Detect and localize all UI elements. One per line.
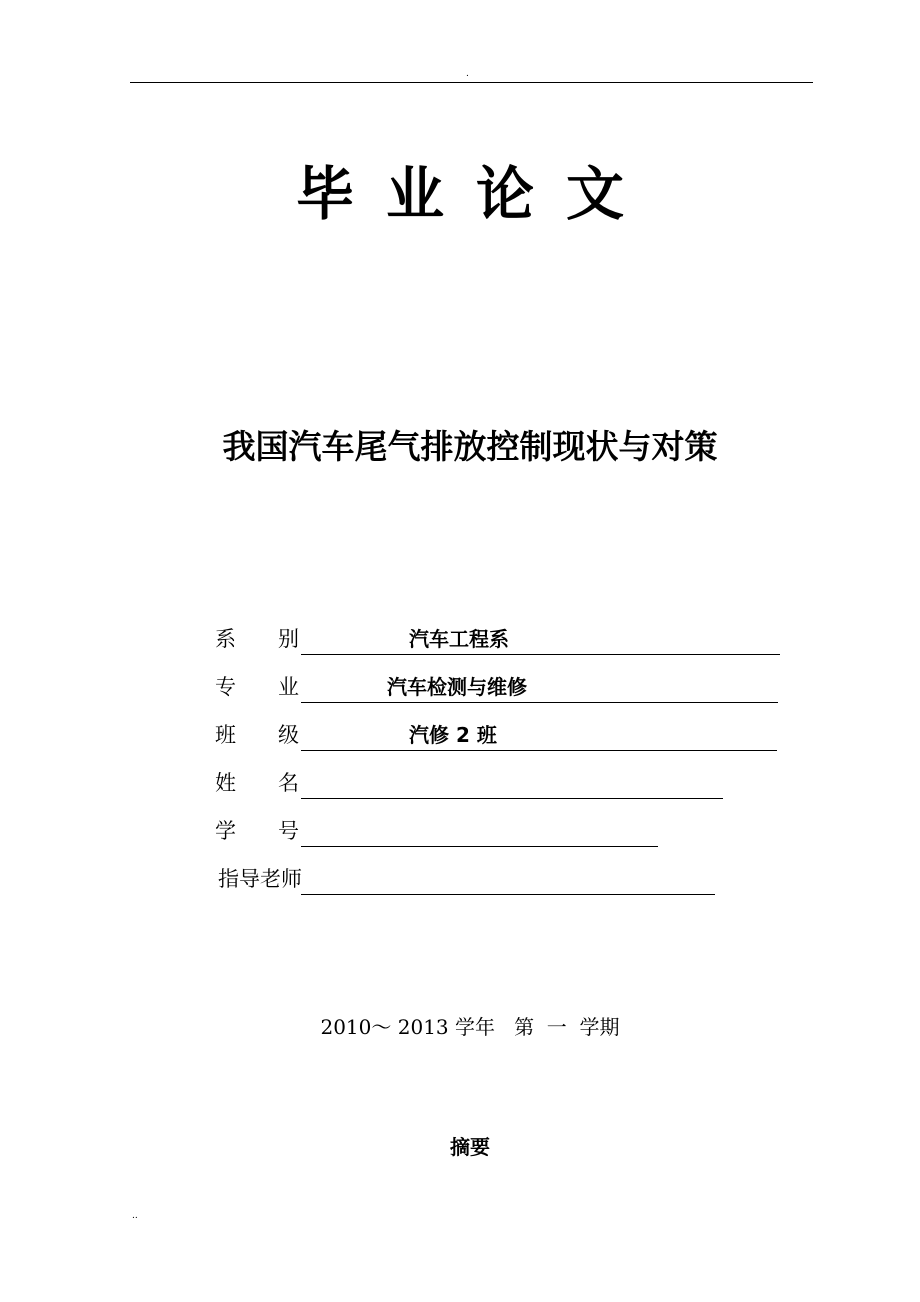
thesis-topic: 我国汽车尾气排放控制现状与对策	[222, 427, 718, 466]
advisor-underline	[301, 864, 715, 895]
info-row-advisor	[215, 865, 720, 895]
abstract-heading: 摘要	[450, 1135, 490, 1159]
name-underline	[301, 768, 723, 799]
info-row-class	[215, 721, 782, 751]
student-id-underline	[301, 816, 658, 847]
info-row-student-id	[215, 817, 665, 847]
info-row-major	[215, 673, 782, 703]
advisor-label: 指导老师	[218, 867, 302, 891]
department-label: 系 别	[215, 627, 299, 651]
major-label: 专 业	[215, 675, 299, 699]
major-underline	[301, 672, 778, 703]
name-label: 姓 名	[215, 771, 299, 795]
class-underline	[301, 720, 777, 751]
document-title: 毕业论文	[295, 160, 656, 228]
department-underline	[301, 624, 780, 655]
header-mark: .	[466, 69, 469, 79]
info-row-name	[215, 769, 725, 799]
academic-term: 2010～ 2013 学年 第 一 学期	[320, 1015, 620, 1039]
header-rule	[130, 82, 813, 83]
student-id-label: 学 号	[215, 819, 299, 843]
major-value: 汽车检测与维修	[387, 675, 527, 699]
class-value: 汽修 2 班	[409, 723, 497, 747]
department-value: 汽车工程系	[409, 627, 509, 651]
footer-mark: ..	[132, 1211, 138, 1221]
class-label: 班 级	[215, 723, 299, 747]
info-row-department	[215, 625, 782, 655]
